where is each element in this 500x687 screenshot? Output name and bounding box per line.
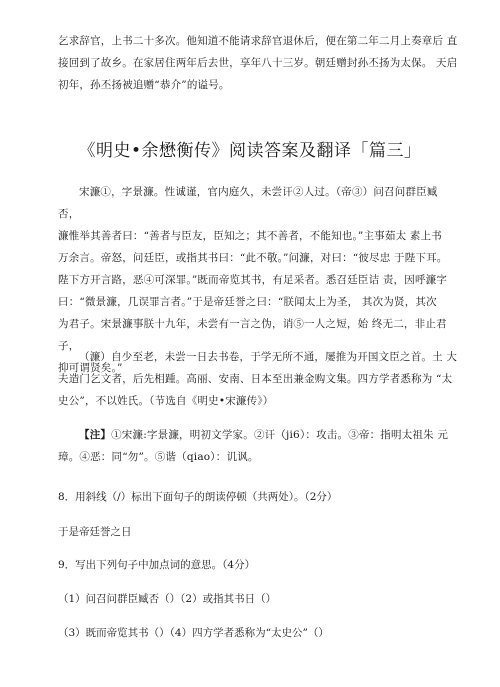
passage-line: 曰：“微景濂，几误罪言者。”于是帝廷誉之曰：“朕闻太上为圣， 其次为贤，其次 [58,296,437,308]
passage-line: （濂）自少至老，未尝一日去书卷，于学无所不通，屡推为开国文臣之首。土 大 [79,351,458,363]
passage-line: 濂惟举其善者曰：“善者与臣友，臣知之；其不善者，不能知也。”主事茹太 素上书 [58,230,442,242]
question-8-sentence: 于是帝廷誉之日 [58,526,132,538]
passage-line: 夫造门乞文者，后先相踵。高丽、安南、日本至出兼金购文集。四方学者悉称为 “太 [58,373,453,385]
intro-line: 初年，孙丕扬被追赠“恭介”的谥号。 [58,79,230,91]
passage-line: 万余言。帝怒，问廷臣，或指其书曰：“此不敬。”问濂，对曰：“彼尽忠 于陛下耳。 [58,252,448,264]
passage-line: 史公”，不以姓氏。（节选自《明史•宋濂传》） [58,395,274,407]
passage-paragraph-2 [58,346,458,412]
question-9-items-1-2: （1）问召问群臣臧否（）（2）或指其书日（） [58,593,277,605]
question-8: 8．用斜线（/）标出下面句子的朗读停顿（共两处）。（2分） [58,491,338,503]
intro-paragraph [58,30,458,96]
note-line: ①宋濂:字景濂，明初文学家。②讦（ji6）：攻击。③帝：指明太祖朱 元 [111,429,449,441]
question-9-items-3-4: （3）既而帝览其书（）（4）四方学者悉称为“太史公”（） [58,627,329,639]
passage-line: 陛下方开言路，恶④可深罪。”既而帝览其书，有足采者。悉召廷臣诘 责，因呼濂字 [58,274,448,286]
passage-line: 宋濂①，字景濂。性诚谨，官内庭久，未尝讦②人过。（帝③）问召问群臣臧 否， [58,186,438,220]
passage-line: 为君子。宋景濂事朕十九年，未尝有一言之伪，诮⑤一人之短，始 终无二，非止君子， [58,318,447,352]
intro-line: 乞求辞官，上书二十多次。他知道不能请求辞官退休后，便在第二年二月上奏章后 直 [58,35,458,47]
note-line: 璋。④恶：同“勿”。⑤谐（qiao）：讥讽。 [58,451,259,463]
intro-line: 接回到了故乡。在家居住两年后去世，享年八十三岁。朝廷赠封孙丕扬为太保。 天启 [58,57,458,69]
question-9: 9．写出下列句子中加点词的意思。（4分） [58,559,256,571]
annotation-note [58,424,458,468]
passage-line: 抑可谓贤矣。” [58,362,123,374]
note-label: 【注】 [79,429,112,441]
section-title: 《明史•余懋衡传》阅读答案及翻译「篇三」 [78,141,422,161]
